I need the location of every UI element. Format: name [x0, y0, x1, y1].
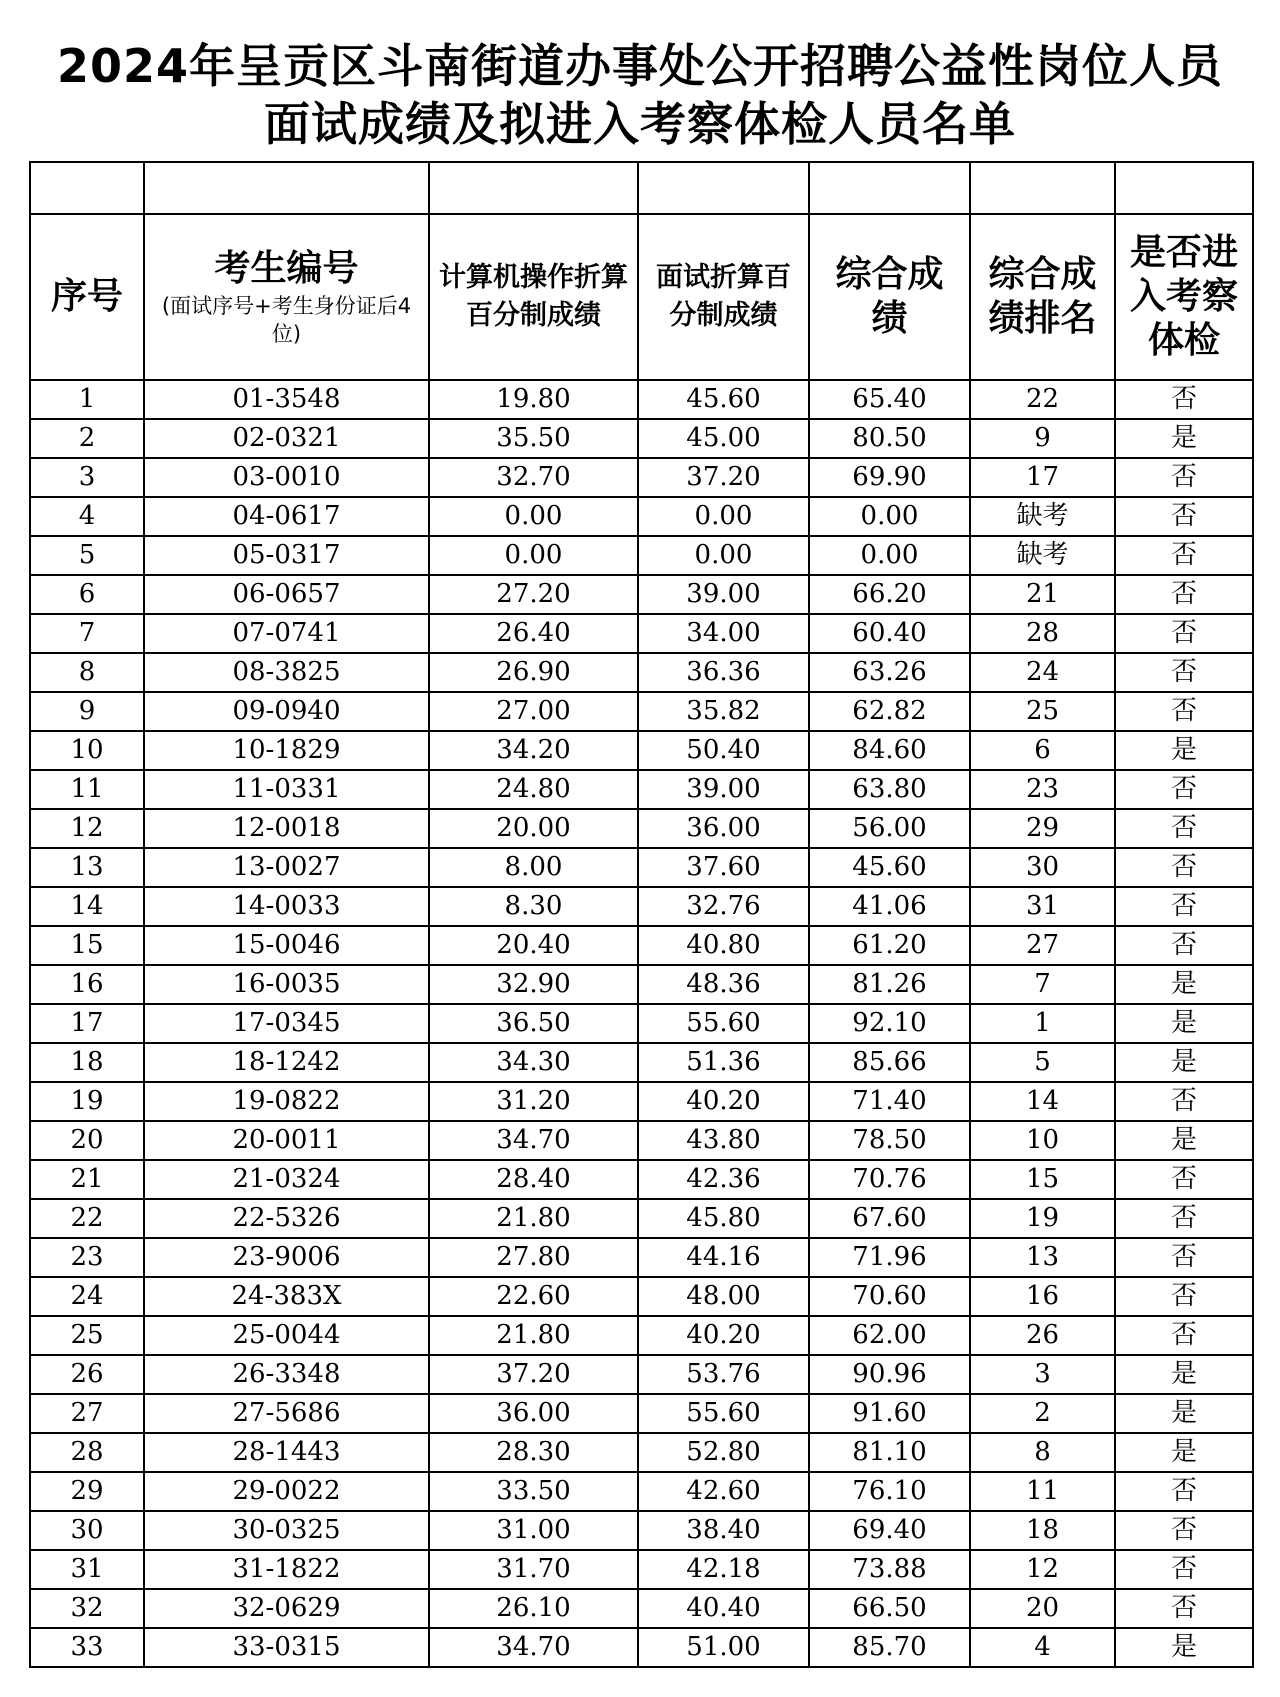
header-exam-id — [144, 214, 429, 380]
cell-interview-score: 37.20 — [638, 458, 809, 497]
cell-rank: 15 — [970, 1160, 1115, 1199]
cell-interview-score: 45.80 — [638, 1199, 809, 1238]
cell-computer-score: 34.70 — [429, 1121, 638, 1160]
cell-interview-score: 53.76 — [638, 1355, 809, 1394]
cell-computer-score: 26.10 — [429, 1589, 638, 1628]
cell-exam-id: 18-1242 — [144, 1043, 429, 1082]
cell-total-score: 62.00 — [809, 1316, 970, 1355]
cell-computer-score: 24.80 — [429, 770, 638, 809]
cell-seq: 13 — [30, 848, 144, 887]
cell-check: 否 — [1115, 1550, 1253, 1589]
cell-seq: 23 — [30, 1238, 144, 1277]
header-exam-id-label: 考生编号 — [214, 248, 359, 289]
cell-computer-score: 27.00 — [429, 692, 638, 731]
cell-interview-score: 55.60 — [638, 1394, 809, 1433]
blank-cell — [144, 162, 429, 214]
cell-seq: 31 — [30, 1550, 144, 1589]
header-row — [30, 214, 1253, 380]
cell-seq: 28 — [30, 1433, 144, 1472]
cell-interview-score: 51.36 — [638, 1043, 809, 1082]
blank-cell — [970, 162, 1115, 214]
header-interview-score — [638, 214, 809, 380]
cell-check: 否 — [1115, 1160, 1253, 1199]
cell-total-score: 63.26 — [809, 653, 970, 692]
cell-exam-id: 27-5686 — [144, 1394, 429, 1433]
cell-exam-id: 02-0321 — [144, 419, 429, 458]
cell-computer-score: 31.20 — [429, 1082, 638, 1121]
cell-exam-id: 05-0317 — [144, 536, 429, 575]
cell-check: 否 — [1115, 575, 1253, 614]
cell-interview-score: 42.60 — [638, 1472, 809, 1511]
cell-total-score: 91.60 — [809, 1394, 970, 1433]
cell-check: 否 — [1115, 1589, 1253, 1628]
cell-total-score: 76.10 — [809, 1472, 970, 1511]
cell-check: 否 — [1115, 926, 1253, 965]
cell-total-score: 66.20 — [809, 575, 970, 614]
cell-rank: 9 — [970, 419, 1115, 458]
cell-computer-score: 20.00 — [429, 809, 638, 848]
cell-rank: 23 — [970, 770, 1115, 809]
cell-total-score: 90.96 — [809, 1355, 970, 1394]
cell-computer-score: 19.80 — [429, 380, 638, 419]
cell-computer-score: 26.90 — [429, 653, 638, 692]
cell-rank: 12 — [970, 1550, 1115, 1589]
cell-exam-id: 03-0010 — [144, 458, 429, 497]
table-row — [30, 380, 1253, 419]
cell-rank: 3 — [970, 1355, 1115, 1394]
cell-seq: 30 — [30, 1511, 144, 1550]
cell-computer-score: 32.70 — [429, 458, 638, 497]
cell-rank: 26 — [970, 1316, 1115, 1355]
cell-interview-score: 45.60 — [638, 380, 809, 419]
cell-interview-score: 34.00 — [638, 614, 809, 653]
cell-interview-score: 35.82 — [638, 692, 809, 731]
cell-seq: 1 — [30, 380, 144, 419]
cell-rank: 18 — [970, 1511, 1115, 1550]
table-row — [30, 1121, 1253, 1160]
cell-exam-id: 23-9006 — [144, 1238, 429, 1277]
cell-exam-id: 33-0315 — [144, 1628, 429, 1667]
table-row — [30, 926, 1253, 965]
cell-rank: 13 — [970, 1238, 1115, 1277]
cell-interview-score: 37.60 — [638, 848, 809, 887]
cell-interview-score: 48.00 — [638, 1277, 809, 1316]
cell-total-score: 61.20 — [809, 926, 970, 965]
cell-interview-score: 50.40 — [638, 731, 809, 770]
cell-computer-score: 35.50 — [429, 419, 638, 458]
table-row — [30, 1589, 1253, 1628]
cell-check: 否 — [1115, 1082, 1253, 1121]
cell-check: 是 — [1115, 731, 1253, 770]
cell-check: 是 — [1115, 1121, 1253, 1160]
cell-computer-score: 31.00 — [429, 1511, 638, 1550]
cell-exam-id: 20-0011 — [144, 1121, 429, 1160]
cell-rank: 20 — [970, 1589, 1115, 1628]
cell-rank: 30 — [970, 848, 1115, 887]
cell-seq: 15 — [30, 926, 144, 965]
cell-interview-score: 44.16 — [638, 1238, 809, 1277]
cell-computer-score: 31.70 — [429, 1550, 638, 1589]
header-check — [1115, 214, 1253, 380]
cell-computer-score: 28.40 — [429, 1160, 638, 1199]
table-row — [30, 965, 1253, 1004]
header-computer-score — [429, 214, 638, 380]
cell-interview-score: 40.20 — [638, 1082, 809, 1121]
cell-interview-score: 32.76 — [638, 887, 809, 926]
cell-check: 是 — [1115, 419, 1253, 458]
cell-interview-score: 48.36 — [638, 965, 809, 1004]
header-seq — [30, 214, 144, 380]
table-row — [30, 614, 1253, 653]
cell-computer-score: 27.20 — [429, 575, 638, 614]
cell-rank: 19 — [970, 1199, 1115, 1238]
cell-total-score: 78.50 — [809, 1121, 970, 1160]
cell-interview-score: 39.00 — [638, 770, 809, 809]
cell-rank: 17 — [970, 458, 1115, 497]
cell-rank: 2 — [970, 1394, 1115, 1433]
header-total-score — [809, 214, 970, 380]
table-row — [30, 1550, 1253, 1589]
table-row — [30, 1082, 1253, 1121]
cell-rank: 14 — [970, 1082, 1115, 1121]
cell-exam-id: 15-0046 — [144, 926, 429, 965]
cell-exam-id: 26-3348 — [144, 1355, 429, 1394]
table-row — [30, 692, 1253, 731]
cell-total-score: 65.40 — [809, 380, 970, 419]
cell-total-score: 92.10 — [809, 1004, 970, 1043]
table-row — [30, 1511, 1253, 1550]
table-row — [30, 1316, 1253, 1355]
cell-computer-score: 34.70 — [429, 1628, 638, 1667]
cell-seq: 6 — [30, 575, 144, 614]
cell-check: 否 — [1115, 653, 1253, 692]
cell-rank: 缺考 — [970, 497, 1115, 536]
cell-total-score: 67.60 — [809, 1199, 970, 1238]
cell-exam-id: 19-0822 — [144, 1082, 429, 1121]
cell-computer-score: 8.00 — [429, 848, 638, 887]
cell-computer-score: 28.30 — [429, 1433, 638, 1472]
table-row — [30, 536, 1253, 575]
cell-computer-score: 8.30 — [429, 887, 638, 926]
cell-check: 是 — [1115, 965, 1253, 1004]
cell-check: 否 — [1115, 848, 1253, 887]
cell-exam-id: 01-3548 — [144, 380, 429, 419]
cell-exam-id: 09-0940 — [144, 692, 429, 731]
cell-check: 是 — [1115, 1043, 1253, 1082]
cell-seq: 4 — [30, 497, 144, 536]
cell-seq: 22 — [30, 1199, 144, 1238]
document-title-line-2: 面试成绩及拟进入考察体检人员名单 — [264, 97, 1016, 151]
cell-rank: 24 — [970, 653, 1115, 692]
table-row — [30, 809, 1253, 848]
cell-check: 否 — [1115, 1472, 1253, 1511]
cell-check: 否 — [1115, 1238, 1253, 1277]
cell-check: 否 — [1115, 380, 1253, 419]
table-row — [30, 1394, 1253, 1433]
header-seq-label: 序号 — [50, 276, 123, 317]
cell-interview-score: 42.36 — [638, 1160, 809, 1199]
cell-computer-score: 26.40 — [429, 614, 638, 653]
cell-total-score: 56.00 — [809, 809, 970, 848]
table-row — [30, 458, 1253, 497]
cell-computer-score: 36.50 — [429, 1004, 638, 1043]
cell-total-score: 0.00 — [809, 497, 970, 536]
blank-cell — [429, 162, 638, 214]
cell-check: 是 — [1115, 1394, 1253, 1433]
cell-interview-score: 36.36 — [638, 653, 809, 692]
cell-seq: 11 — [30, 770, 144, 809]
cell-check: 是 — [1115, 1628, 1253, 1667]
cell-seq: 20 — [30, 1121, 144, 1160]
cell-exam-id: 29-0022 — [144, 1472, 429, 1511]
cell-seq: 18 — [30, 1043, 144, 1082]
cell-rank: 10 — [970, 1121, 1115, 1160]
cell-seq: 17 — [30, 1004, 144, 1043]
cell-seq: 27 — [30, 1394, 144, 1433]
cell-interview-score: 55.60 — [638, 1004, 809, 1043]
table-row — [30, 1277, 1253, 1316]
cell-exam-id: 12-0018 — [144, 809, 429, 848]
cell-check: 否 — [1115, 1277, 1253, 1316]
cell-computer-score: 33.50 — [429, 1472, 638, 1511]
cell-seq: 3 — [30, 458, 144, 497]
table-row — [30, 1472, 1253, 1511]
cell-total-score: 69.40 — [809, 1511, 970, 1550]
cell-rank: 28 — [970, 614, 1115, 653]
cell-rank: 5 — [970, 1043, 1115, 1082]
cell-seq: 7 — [30, 614, 144, 653]
cell-rank: 4 — [970, 1628, 1115, 1667]
cell-computer-score: 20.40 — [429, 926, 638, 965]
cell-seq: 5 — [30, 536, 144, 575]
cell-total-score: 0.00 — [809, 536, 970, 575]
cell-interview-score: 52.80 — [638, 1433, 809, 1472]
cell-rank: 7 — [970, 965, 1115, 1004]
header-rank — [970, 214, 1115, 380]
cell-seq: 29 — [30, 1472, 144, 1511]
cell-check: 否 — [1115, 887, 1253, 926]
cell-interview-score: 51.00 — [638, 1628, 809, 1667]
cell-total-score: 60.40 — [809, 614, 970, 653]
cell-exam-id: 17-0345 — [144, 1004, 429, 1043]
cell-rank: 21 — [970, 575, 1115, 614]
cell-computer-score: 27.80 — [429, 1238, 638, 1277]
cell-seq: 16 — [30, 965, 144, 1004]
cell-computer-score: 34.30 — [429, 1043, 638, 1082]
cell-interview-score: 40.20 — [638, 1316, 809, 1355]
cell-check: 否 — [1115, 1199, 1253, 1238]
header-interview-score-label: 面试折算百分制成绩 — [656, 262, 791, 331]
cell-rank: 22 — [970, 380, 1115, 419]
cell-exam-id: 31-1822 — [144, 1550, 429, 1589]
cell-computer-score: 21.80 — [429, 1199, 638, 1238]
cell-exam-id: 30-0325 — [144, 1511, 429, 1550]
cell-exam-id: 06-0657 — [144, 575, 429, 614]
document-title-line-1: 2024年呈贡区斗南街道办事处公开招聘公益性岗位人员 — [56, 39, 1224, 93]
cell-rank: 6 — [970, 731, 1115, 770]
cell-interview-score: 40.80 — [638, 926, 809, 965]
table-row — [30, 1238, 1253, 1277]
header-exam-id-note: (面试序号+考生身份证后4位) — [161, 294, 412, 346]
cell-computer-score: 34.20 — [429, 731, 638, 770]
header-computer-score-label: 计算机操作折算百分制成绩 — [439, 262, 628, 331]
cell-check: 否 — [1115, 536, 1253, 575]
cell-computer-score: 0.00 — [429, 497, 638, 536]
cell-total-score: 81.10 — [809, 1433, 970, 1472]
results-table — [29, 161, 1254, 1668]
table-row — [30, 497, 1253, 536]
cell-seq: 10 — [30, 731, 144, 770]
cell-total-score: 81.26 — [809, 965, 970, 1004]
cell-check: 否 — [1115, 770, 1253, 809]
table-row — [30, 1160, 1253, 1199]
cell-exam-id: 32-0629 — [144, 1589, 429, 1628]
cell-total-score: 70.60 — [809, 1277, 970, 1316]
cell-seq: 2 — [30, 419, 144, 458]
cell-exam-id: 22-5326 — [144, 1199, 429, 1238]
cell-check: 是 — [1115, 1433, 1253, 1472]
cell-total-score: 80.50 — [809, 419, 970, 458]
cell-interview-score: 40.40 — [638, 1589, 809, 1628]
cell-seq: 9 — [30, 692, 144, 731]
cell-check: 否 — [1115, 1511, 1253, 1550]
table-row — [30, 1628, 1253, 1667]
table-row — [30, 1433, 1253, 1472]
cell-rank: 27 — [970, 926, 1115, 965]
cell-check: 否 — [1115, 809, 1253, 848]
cell-seq: 12 — [30, 809, 144, 848]
cell-interview-score: 43.80 — [638, 1121, 809, 1160]
header-total-score-label: 综合成绩 — [835, 254, 944, 339]
cell-seq: 33 — [30, 1628, 144, 1667]
cell-computer-score: 22.60 — [429, 1277, 638, 1316]
cell-interview-score: 45.00 — [638, 419, 809, 458]
table-row — [30, 848, 1253, 887]
cell-seq: 26 — [30, 1355, 144, 1394]
cell-total-score: 84.60 — [809, 731, 970, 770]
cell-exam-id: 07-0741 — [144, 614, 429, 653]
cell-total-score: 69.90 — [809, 458, 970, 497]
cell-seq: 19 — [30, 1082, 144, 1121]
cell-rank: 11 — [970, 1472, 1115, 1511]
cell-computer-score: 37.20 — [429, 1355, 638, 1394]
cell-computer-score: 32.90 — [429, 965, 638, 1004]
table-row — [30, 1043, 1253, 1082]
table-row — [30, 575, 1253, 614]
cell-rank: 16 — [970, 1277, 1115, 1316]
cell-exam-id: 24-383X — [144, 1277, 429, 1316]
cell-exam-id: 10-1829 — [144, 731, 429, 770]
cell-interview-score: 0.00 — [638, 536, 809, 575]
cell-check: 否 — [1115, 1316, 1253, 1355]
cell-total-score: 41.06 — [809, 887, 970, 926]
cell-exam-id: 16-0035 — [144, 965, 429, 1004]
cell-exam-id: 08-3825 — [144, 653, 429, 692]
cell-exam-id: 14-0033 — [144, 887, 429, 926]
cell-computer-score: 0.00 — [429, 536, 638, 575]
cell-computer-score: 36.00 — [429, 1394, 638, 1433]
table-row — [30, 1004, 1253, 1043]
table-row — [30, 653, 1253, 692]
cell-rank: 1 — [970, 1004, 1115, 1043]
cell-interview-score: 0.00 — [638, 497, 809, 536]
table-row — [30, 887, 1253, 926]
cell-seq: 25 — [30, 1316, 144, 1355]
cell-interview-score: 36.00 — [638, 809, 809, 848]
cell-check: 是 — [1115, 1355, 1253, 1394]
cell-exam-id: 13-0027 — [144, 848, 429, 887]
cell-interview-score: 39.00 — [638, 575, 809, 614]
cell-check: 是 — [1115, 1004, 1253, 1043]
cell-seq: 21 — [30, 1160, 144, 1199]
cell-rank: 8 — [970, 1433, 1115, 1472]
blank-cell — [30, 162, 144, 214]
cell-check: 否 — [1115, 614, 1253, 653]
blank-row — [30, 162, 1253, 214]
header-check-label: 是否进入考察体检 — [1129, 232, 1238, 361]
cell-total-score: 85.66 — [809, 1043, 970, 1082]
cell-total-score: 71.40 — [809, 1082, 970, 1121]
cell-check: 否 — [1115, 692, 1253, 731]
cell-check: 否 — [1115, 458, 1253, 497]
cell-computer-score: 21.80 — [429, 1316, 638, 1355]
cell-interview-score: 38.40 — [638, 1511, 809, 1550]
cell-total-score: 63.80 — [809, 770, 970, 809]
cell-total-score: 71.96 — [809, 1238, 970, 1277]
table-row — [30, 1199, 1253, 1238]
cell-total-score: 70.76 — [809, 1160, 970, 1199]
cell-seq: 32 — [30, 1589, 144, 1628]
cell-exam-id: 25-0044 — [144, 1316, 429, 1355]
cell-exam-id: 21-0324 — [144, 1160, 429, 1199]
cell-seq: 14 — [30, 887, 144, 926]
blank-cell — [638, 162, 809, 214]
blank-cell — [809, 162, 970, 214]
cell-total-score: 66.50 — [809, 1589, 970, 1628]
table-row — [30, 419, 1253, 458]
cell-exam-id: 04-0617 — [144, 497, 429, 536]
cell-total-score: 45.60 — [809, 848, 970, 887]
cell-seq: 8 — [30, 653, 144, 692]
cell-rank: 29 — [970, 809, 1115, 848]
header-rank-label: 综合成绩排名 — [988, 254, 1097, 339]
cell-exam-id: 11-0331 — [144, 770, 429, 809]
cell-exam-id: 28-1443 — [144, 1433, 429, 1472]
cell-seq: 24 — [30, 1277, 144, 1316]
cell-check: 否 — [1115, 497, 1253, 536]
table-row — [30, 770, 1253, 809]
cell-rank: 31 — [970, 887, 1115, 926]
table-row — [30, 1355, 1253, 1394]
cell-rank: 25 — [970, 692, 1115, 731]
cell-total-score: 73.88 — [809, 1550, 970, 1589]
cell-interview-score: 42.18 — [638, 1550, 809, 1589]
cell-total-score: 85.70 — [809, 1628, 970, 1667]
blank-cell — [1115, 162, 1253, 214]
cell-rank: 缺考 — [970, 536, 1115, 575]
table-row — [30, 731, 1253, 770]
cell-total-score: 62.82 — [809, 692, 970, 731]
